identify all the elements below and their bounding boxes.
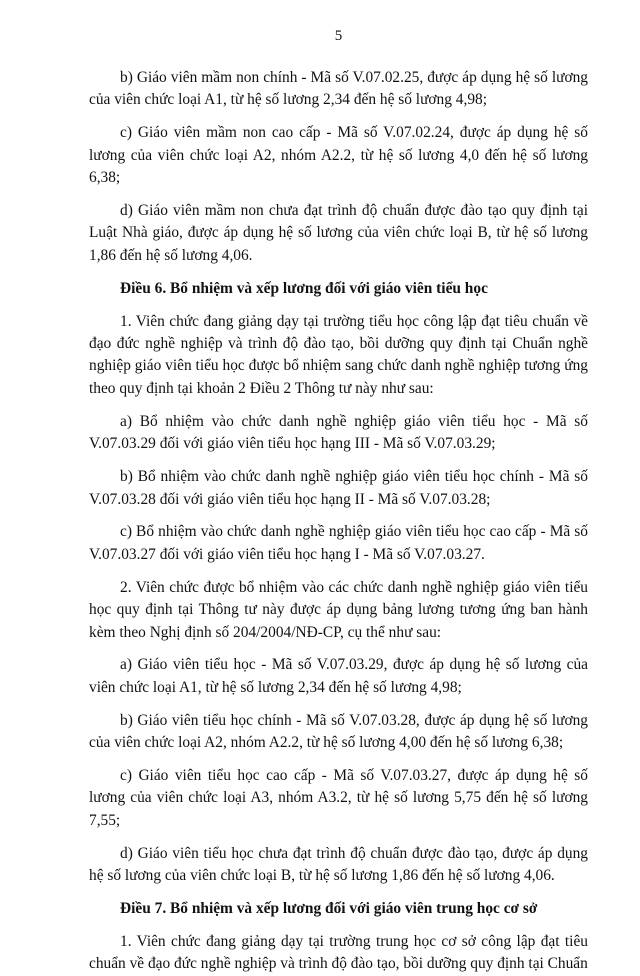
paragraph: a) Giáo viên tiểu học - Mã số V.07.03.29, được áp dụng hệ số lương của viên chức loại A1, từ hệ số lương 2,34 đến hệ số lương 4,98;: [89, 656, 588, 696]
paragraph: 1. Viên chức đang giảng dạy tại trường tiểu học công lập đạt tiêu chuẩn về đạo đức nghề nghiệp và trình độ đào tạo, bồi dưỡng quy định tại Chuẩn nghề nghiệp giáo viên tiểu học được bổ nhiệm sang chức danh nghề nghiệp tương ứng theo quy định tại khoản 2 Điều 2 Thông tư này như sau:: [89, 312, 588, 397]
document-body: [89, 67, 588, 976]
paragraph: c) Bổ nhiệm vào chức danh nghề nghiệp giáo viên tiểu học cao cấp - Mã số V.07.03.27 đối với giáo viên tiểu học hạng I - Mã số V.07.03.27.: [89, 523, 588, 563]
paragraph: 1. Viên chức đang giảng dạy tại trường trung học cơ sở công lập đạt tiêu chuẩn về đạo đức nghề nghiệp và trình độ đào tạo, bồi dưỡng quy định tại Chuẩn: [89, 933, 588, 973]
article-heading: Điều 7. Bổ nhiệm và xếp lương đối với giáo viên trung học cơ sở: [120, 900, 538, 918]
page-number: 5: [334, 28, 343, 44]
paragraph: c) Giáo viên tiểu học cao cấp - Mã số V.07.03.27, được áp dụng hệ số lương của viên chức loại A3, nhóm A3.2, từ hệ số lương 5,75 đến hệ số lương 7,55;: [89, 767, 588, 829]
paragraph: a) Bổ nhiệm vào chức danh nghề nghiệp giáo viên tiểu học - Mã số V.07.03.29 đối với giáo viên tiểu học hạng III - Mã số V.07.03.29;: [89, 412, 588, 453]
paragraph: d) Giáo viên tiểu học chưa đạt trình độ chuẩn được đào tạo, được áp dụng hệ số lương của viên chức loại B, từ hệ số lương 1,86 đến hệ số lương 4,06.: [89, 844, 588, 885]
paragraph: b) Bổ nhiệm vào chức danh nghề nghiệp giáo viên tiểu học chính - Mã số V.07.03.28 đối với giáo viên tiểu học hạng II - Mã số V.07.03.28;: [89, 468, 588, 508]
paragraph: d) Giáo viên mầm non chưa đạt trình độ chuẩn được đào tạo quy định tại Luật Nhà giáo, được áp dụng hệ số lương của viên chức loại B, từ hệ số lương 1,86 đến hệ số lương 4,06.: [89, 202, 588, 264]
paragraph: b) Giáo viên tiểu học chính - Mã số V.07.03.28, được áp dụng hệ số lương của viên chức loại A2, nhóm A2.2, từ hệ số lương 4,00 đến hệ số lương 6,38;: [89, 711, 588, 752]
paragraph: b) Giáo viên mầm non chính - Mã số V.07.02.25, được áp dụng hệ số lương của viên chức loại A1, từ hệ số lương 2,34 đến hệ số lương 4,98;: [89, 69, 588, 109]
paragraph: 2. Viên chức được bổ nhiệm vào các chức danh nghề nghiệp giáo viên tiểu học quy định tại Thông tư này được áp dụng bảng lương tương ứng ban hành kèm theo Nghị định số 204/2004/NĐ-CP, cụ thể như sau:: [89, 578, 588, 641]
article-heading: Điều 6. Bổ nhiệm và xếp lương đối với giáo viên tiểu học: [120, 279, 488, 297]
paragraph: c) Giáo viên mầm non cao cấp - Mã số V.07.02.24, được áp dụng hệ số lương của viên chức loại A2, nhóm A2.2, từ hệ số lương 4,0 đến hệ số lương 6,38;: [89, 124, 588, 187]
